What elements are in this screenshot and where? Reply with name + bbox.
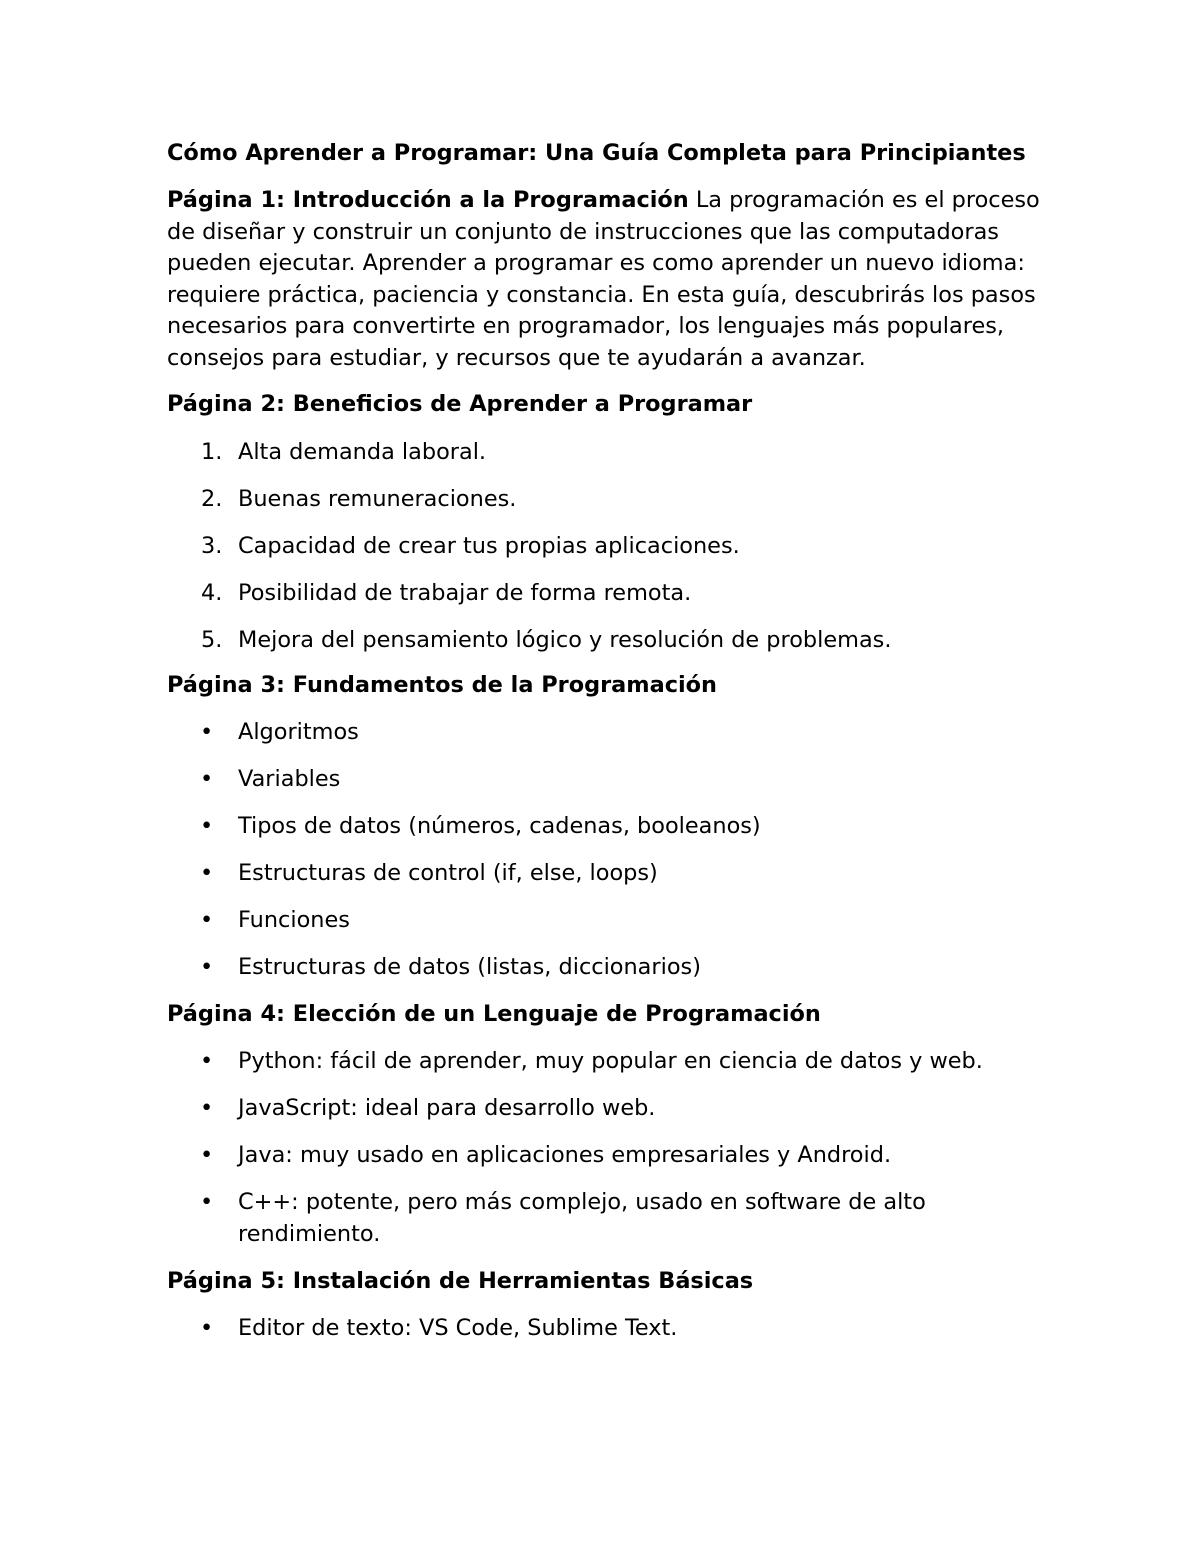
list-item <box>167 951 1047 983</box>
list-item-text: Editor de texto: VS Code, Sublime Text. <box>238 1314 678 1341</box>
bullet-icon: • <box>200 1314 214 1341</box>
list-item <box>167 1045 1047 1077</box>
list-item <box>167 483 1047 515</box>
bullet-icon: • <box>200 953 214 980</box>
list-item <box>167 1139 1047 1171</box>
page1-heading: Página 1: Introducción a la Programación <box>167 187 689 213</box>
page1-paragraph <box>167 185 1047 375</box>
benefits-list <box>167 436 1047 656</box>
list-item <box>167 577 1047 609</box>
list-item <box>167 624 1047 656</box>
list-item <box>167 810 1047 842</box>
list-item-text: Posibilidad de trabajar de forma remota. <box>238 579 692 606</box>
list-number: 3. <box>201 532 223 559</box>
list-number: 2. <box>201 485 223 512</box>
bullet-icon: • <box>200 765 214 792</box>
list-item-text: Tipos de datos (números, cadenas, booleanos) <box>238 812 761 839</box>
bullet-icon: • <box>200 859 214 886</box>
list-item-text: JavaScript: ideal para desarrollo web. <box>238 1094 656 1121</box>
list-item-text: Buenas remuneraciones. <box>238 485 517 512</box>
page4-heading: Página 4: Elección de un Lenguaje de Programación <box>167 1000 821 1027</box>
list-item <box>167 1312 1047 1344</box>
list-number: 5. <box>201 626 223 653</box>
page5-heading: Página 5: Instalación de Herramientas Básicas <box>167 1267 754 1294</box>
list-number: 4. <box>201 579 223 606</box>
list-item <box>167 1092 1047 1124</box>
fundamentals-list <box>167 716 1047 983</box>
list-item <box>167 763 1047 795</box>
list-item <box>167 716 1047 748</box>
list-item-text: Capacidad de crear tus propias aplicaciones. <box>238 532 740 559</box>
list-item-text: C++: potente, pero más complejo, usado en software de alto rendimiento. <box>238 1188 926 1247</box>
list-number: 1. <box>201 438 223 465</box>
list-item <box>167 904 1047 936</box>
bullet-icon: • <box>200 718 214 745</box>
page3-heading: Página 3: Fundamentos de la Programación <box>167 671 717 698</box>
bullet-icon: • <box>200 1141 214 1168</box>
bullet-icon: • <box>200 812 214 839</box>
list-item-text: Java: muy usado en aplicaciones empresariales y Android. <box>238 1141 892 1168</box>
list-item <box>167 436 1047 468</box>
languages-list <box>167 1045 1047 1250</box>
bullet-icon: • <box>200 1094 214 1121</box>
list-item-text: Algoritmos <box>238 718 359 745</box>
bullet-icon: • <box>200 1188 214 1215</box>
page2-heading: Página 2: Beneficios de Aprender a Programar <box>167 390 753 417</box>
document-title: Cómo Aprender a Programar: Una Guía Completa para Principiantes <box>167 140 1026 166</box>
list-item-text: Variables <box>238 765 341 792</box>
list-item-text: Alta demanda laboral. <box>238 438 487 465</box>
list-item <box>167 857 1047 889</box>
list-item-text: Python: fácil de aprender, muy popular en ciencia de datos y web. <box>238 1047 983 1074</box>
tools-list <box>167 1312 1047 1344</box>
list-item <box>167 530 1047 562</box>
bullet-icon: • <box>200 906 214 933</box>
list-item-text: Funciones <box>238 906 350 933</box>
list-item-text: Mejora del pensamiento lógico y resolución de problemas. <box>238 626 892 653</box>
page1-text: La programación es el proceso de diseñar y construir un conjunto de instrucciones que las computadoras pueden ejecutar. Aprender a programar es como aprender un nuevo idioma: requiere práctica, paciencia y constancia. En esta guía, descubrirás los pasos necesarios para convertirte en programador, los lenguajes más populares, consejos para estudiar, y recursos que te ayudarán a avanzar. <box>167 187 1040 371</box>
list-item-text: Estructuras de datos (listas, diccionarios) <box>238 953 701 980</box>
list-item-text: Estructuras de control (if, else, loops) <box>238 859 658 886</box>
document-page <box>167 138 1047 1344</box>
list-item <box>167 1186 998 1250</box>
bullet-icon: • <box>200 1047 214 1074</box>
